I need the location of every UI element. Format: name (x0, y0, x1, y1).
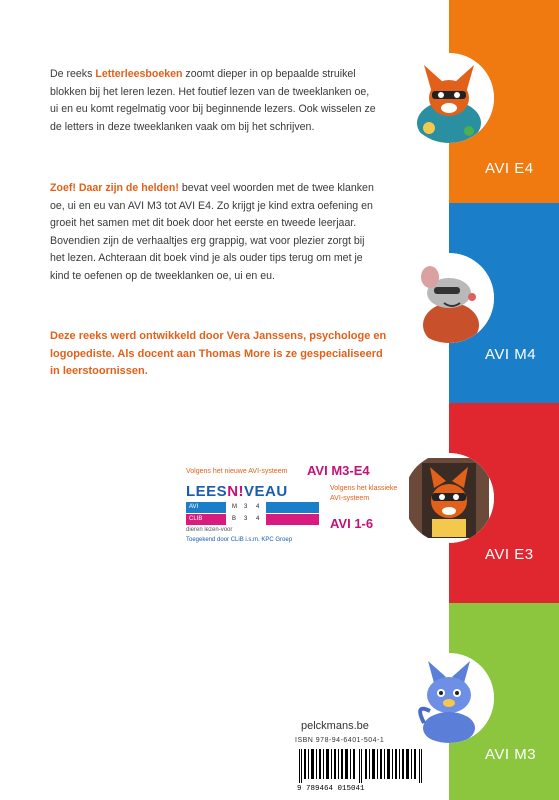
level-grid (186, 502, 319, 526)
leesniveau-logo (186, 483, 288, 500)
fox-hero-portrait (404, 53, 494, 143)
isbn-text: ISBN 978-94-6401-504-1 (295, 737, 385, 744)
level-label-avi-m4: AVI M4 (485, 346, 537, 363)
barcode-number: 9 789464 015041 (297, 785, 365, 791)
avi-new-system-title: AVI M3-E4 (307, 463, 370, 478)
grid-row-avi (186, 502, 319, 513)
logo-part-1: LEES (186, 483, 228, 500)
avi-new-system-note: Volgens het nieuwe AVI-systeem (186, 468, 288, 475)
author-paragraph: Deze reeks werd ontwikkeld door Vera Janssens, psychologe en logopediste. Als docent aan Thomas More is ze gespecialiseerd in leerstoornissen. (50, 330, 387, 378)
logo-bang: N! (227, 483, 245, 500)
level-label-avi-e3: AVI E3 (485, 546, 534, 563)
grid-subtitle: dieren lezen-voor (186, 527, 233, 533)
grid-value: M (232, 504, 237, 510)
avi-old-system-note: Volgens het klassieke AVI-systeem (330, 485, 398, 502)
avi-old-system-title: AVI 1-6 (330, 516, 374, 531)
grid-value: 3 (244, 516, 248, 522)
grid-row-clib (186, 514, 319, 525)
publisher-url: pelckmans.be (301, 720, 369, 732)
grid-credit: Toegekend door CLiB i.s.m. KPC Groep (186, 537, 293, 543)
intro-paragraph-book (50, 180, 380, 286)
series-name: Letterleesboeken (95, 68, 183, 80)
level-label-avi-e4: AVI E4 (485, 160, 534, 177)
intro-paragraph-series (50, 66, 380, 136)
grid-value: B (232, 516, 237, 522)
book-title: Zoef! Daar zijn de helden! (50, 182, 179, 194)
cat-hero-portrait (404, 653, 494, 743)
p1-before: De reeks (50, 68, 96, 80)
logo-part-2: VEAU (244, 483, 288, 500)
level-label-avi-m3: AVI M3 (485, 746, 537, 763)
grid-value: 4 (256, 504, 260, 510)
p2-after: bevat veel woorden met de twee klanken oe, ui en eu van AVI M3 tot AVI E4. Zo krijgt je kind extra oefening en groeit het samen met dit boek door het eerste en tweede leerjaar. Bovendien zijn de verhaaltjes erg grappig, wat voor plezier zorgt bij het lezen. Achteraan dit boek vind je als ouder tips terug om met je kind te oefenen op de tweeklanken oe, ui en eu. (50, 182, 374, 282)
grid-row-label: AVI (189, 504, 199, 510)
mouse-hero-portrait (404, 253, 494, 343)
grid-value: 3 (244, 504, 248, 510)
grid-value: 4 (256, 516, 260, 522)
wolf-hero-portrait (404, 453, 494, 543)
p1-after: zoomt dieper in op bepaalde struikel blokken bij het leren lezen. Het foutief lezen van de tweeklanken oe, ui en eu komt regelmatig voor bij beginnende lezers. Ook wisselen ze de letters in deze tweeklanken vaak om bij het schrijven. (50, 68, 376, 133)
grid-row-label: CLIB (189, 516, 203, 522)
barcode (293, 749, 432, 791)
